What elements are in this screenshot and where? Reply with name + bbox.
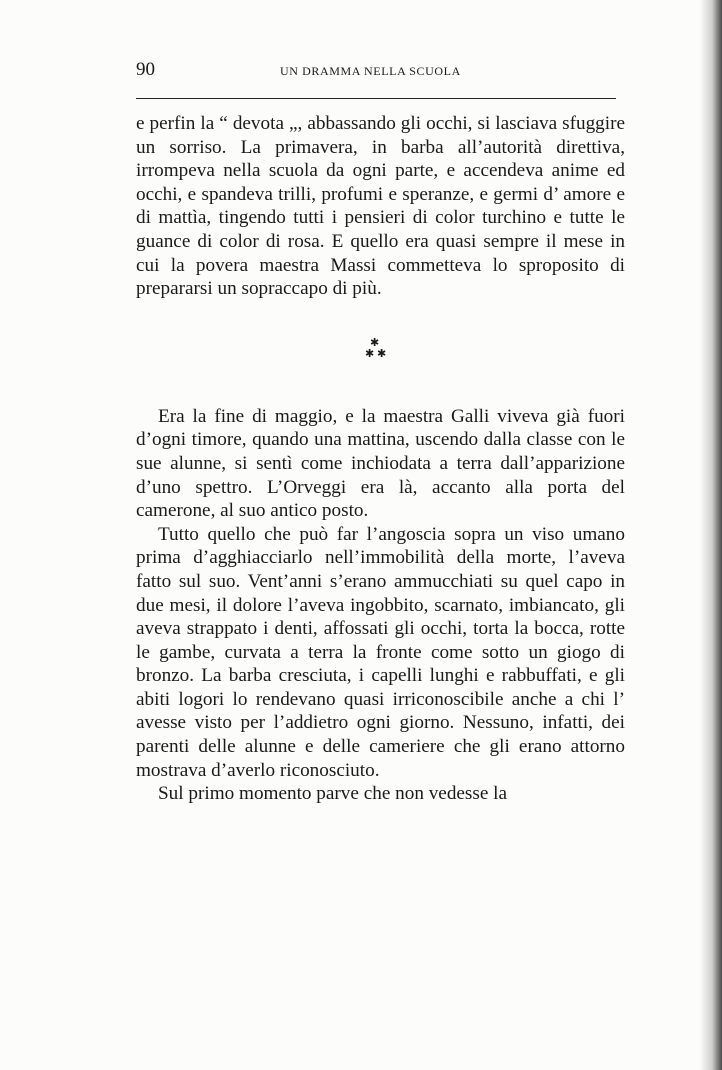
running-title: UN DRAMMA NELLA SCUOLA	[280, 64, 461, 78]
page-edge-shadow	[700, 0, 722, 1070]
header-rule	[136, 98, 616, 99]
page-number: 90	[136, 59, 155, 80]
paragraph-1: e perfin la “ devota „, abbassando gli occhi, si lasciava sfuggire un sorriso. La primavera, in barba all’autorità direttiva, irrompeva nella scuola da ogni parte, e accendeva anime ed occhi, e spandeva trilli, profumi e speranze, e germi d’ amore e di mattìa, tingendo tutti i pensieri di color turchino e tutte le guance di color di rosa. E quello era quasi sempre il mese in cui la povera maestra Massi commetteva lo sproposito di prepararsi un sopraccapo di più.	[136, 113, 625, 300]
body-text	[136, 112, 625, 806]
asterism-star-icon: ✱	[377, 346, 387, 360]
asterism-star-icon: ✱	[365, 346, 375, 360]
asterism-star-icon: ✱	[370, 335, 380, 349]
paragraph-3: Tutto quello che può far l’angoscia sopra un viso umano prima d’agghiacciarlo nell’immobilità della morte, l’aveva fatto sul suo. Vent’anni s’erano ammucchiati su quel capo in due mesi, il dolore l’aveva ingobbito, scarnato, imbiancato, gli aveva strappato i denti, affossati gli occhi, torta la bocca, rotte le gambe, curvata a terra la fronte come sotto un giogo di bronzo. La barba cresciuta, i capelli lunghi e rabbuffati, e gli abiti logori lo rendevano quasi irriconoscibile anche a chi l’ avesse visto per l’addietro ogni giorno. Nessuno, infatti, dei parenti delle alunne e delle cameriere che gli erano attorno mostrava d’averlo riconosciuto.	[136, 523, 625, 781]
paragraph-2: Era la fine di maggio, e la maestra Galli viveva già fuori d’ogni timore, quando una mattina, uscendo dalla classe con le sue alunne, si sentì come inchiodata a terra dall’apparizione d’uno spettro. L’Orveggi era là, accanto alla porta del camerone, al suo antico posto.	[136, 405, 625, 522]
section-break-asterism	[136, 301, 625, 405]
running-head	[136, 58, 616, 82]
paragraph-4: Sul primo momento parve che non vedesse la	[158, 783, 508, 805]
